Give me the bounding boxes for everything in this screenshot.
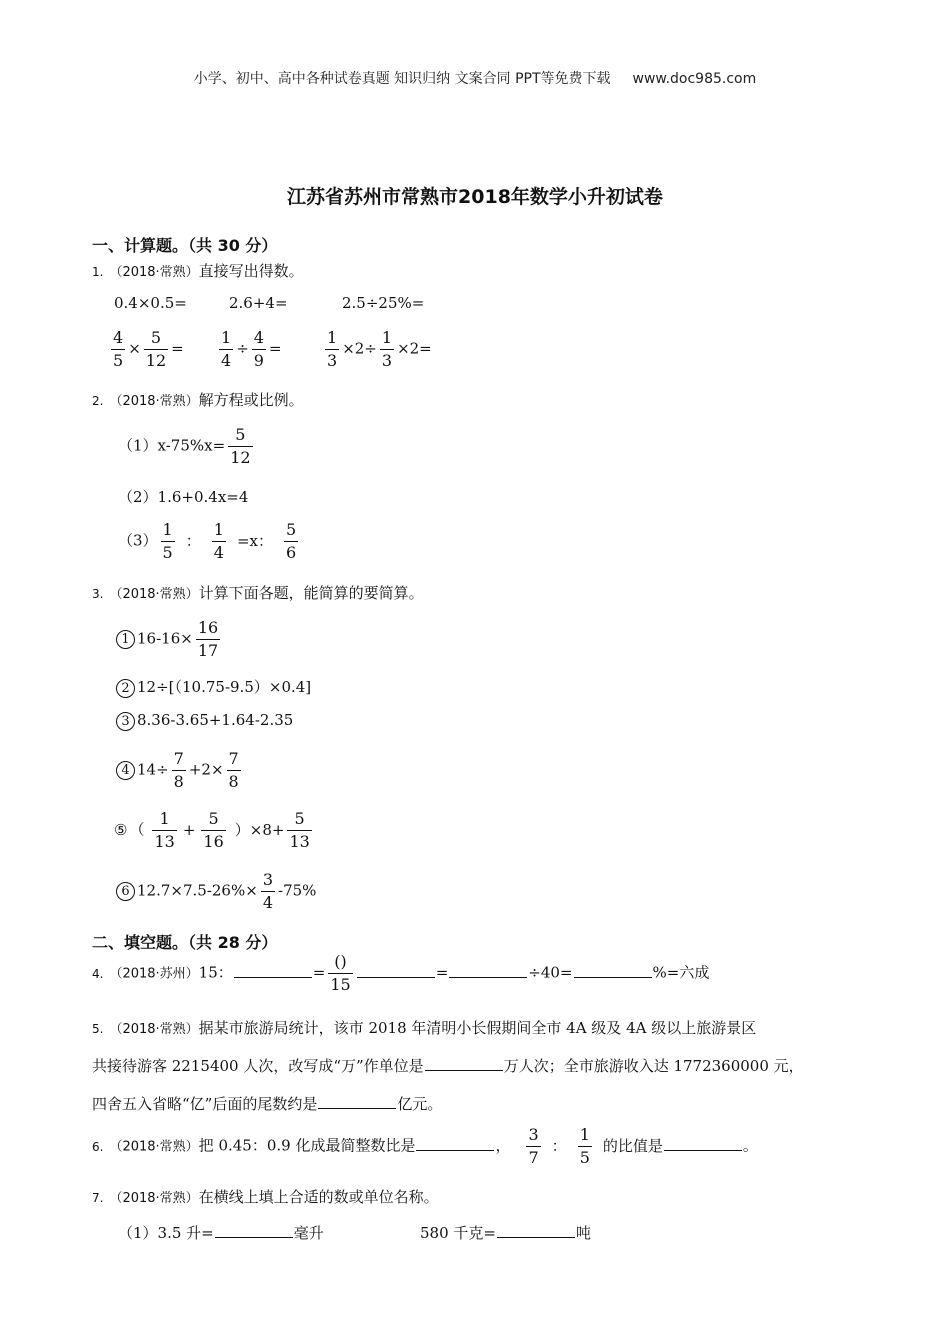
question-source: （2018·常熟） <box>109 265 199 280</box>
q2-part-1: （1）x-75%x= $\frac{5}{12}$ <box>118 425 251 467</box>
q5-line-2: 共接待游客 2215400 人次，改写成“万”作单位是 万人次；全市旅游收入达 1772360000 元， <box>92 1057 804 1075</box>
question-source: （2018·常熟） <box>109 394 199 409</box>
fraction: $\frac{1}{5}$ <box>162 520 173 562</box>
q5-line-3: 四舍五入省略“亿”后面的尾数约是 亿元。 <box>92 1095 443 1113</box>
question-source: （2018·常熟） <box>109 1022 199 1037</box>
answer-blank[interactable] <box>318 1094 396 1109</box>
fraction: $\frac{1}{13}$ <box>154 809 175 851</box>
answer-blank[interactable] <box>574 963 652 978</box>
fraction: $\frac{16}{17}$ <box>197 618 219 660</box>
q2-part-2: （2）1.6+0.4x=4 <box>118 488 249 506</box>
section-heading-1: 一、计算题。（共 30 分） <box>92 236 278 255</box>
question-source: （2018·苏州） <box>109 966 199 982</box>
question-text: 解方程或比例。 <box>198 391 304 409</box>
question-4: 4. （2018·苏州）15： = () 15 = ÷40= %=六成 <box>92 952 710 994</box>
question-number: 1. <box>92 265 104 279</box>
fraction: $\frac{7}{8}$ <box>228 749 239 791</box>
q3-item-2: 2 12÷[（10.75-9.5）×0.4] <box>116 676 311 698</box>
answer-blank[interactable] <box>234 963 312 978</box>
question-7 <box>92 1186 439 1207</box>
fraction: $\frac{5}{12}$ <box>145 328 167 370</box>
q1-item-2: 2.6+4= <box>229 294 288 312</box>
q3-item-4: 4 14÷ $\frac{7}{8}$ +2× $\frac{7}{8}$ <box>116 749 244 792</box>
section-heading-2: 二、填空题。（共 28 分） <box>92 933 278 952</box>
answer-blank[interactable] <box>215 1223 293 1238</box>
fraction: $\frac{1}{3}$ <box>327 328 338 370</box>
question-source: （2018·常熟） <box>109 1139 199 1155</box>
fraction: $\frac{5}{16}$ <box>203 809 224 851</box>
question-number: 7. <box>92 1191 104 1205</box>
q1-item-3: 2.5÷25%= <box>342 294 425 312</box>
question-text: 计算下面各题，能简算的要简算。 <box>198 584 424 602</box>
question-2 <box>92 389 304 410</box>
answer-blank[interactable] <box>425 1056 503 1071</box>
question-1 <box>92 260 304 281</box>
question-source: （2018·常熟） <box>109 587 199 602</box>
page-title: 江苏省苏州市常熟市2018年数学小升初试卷 <box>287 186 663 208</box>
page-header <box>0 68 950 88</box>
fraction: $\frac{5}{12}$ <box>230 425 251 467</box>
answer-blank[interactable] <box>357 963 435 978</box>
q2-part-3: （3） $\frac{1}{5}$ ： $\frac{1}{4}$ =x： $\frac{5}{6}$ <box>118 520 297 562</box>
q3-item-3: 3 8.36-3.65+1.64-2.35 <box>116 711 293 731</box>
q1-item-5: $\frac{1}{4}$ ÷ $\frac{4}{9}$ = <box>221 328 282 370</box>
question-number: 5. <box>92 1022 104 1036</box>
question-3 <box>92 582 424 603</box>
fraction: $\frac{4}{5}$ <box>113 328 124 370</box>
answer-blank[interactable] <box>416 1136 494 1151</box>
fraction: $\frac{3}{7}$ <box>528 1125 539 1167</box>
answer-blank[interactable] <box>497 1223 575 1238</box>
answer-blank[interactable] <box>664 1136 742 1151</box>
fraction: $\frac{7}{8}$ <box>173 749 184 791</box>
question-6: 6. （2018·常熟）把 0.45：0.9 化成最简整数比是 ， $\frac{3}{7}$ ： $\frac{1}{5}$ 的比值是 。 <box>92 1125 758 1167</box>
answer-blank[interactable] <box>449 963 527 978</box>
question-text: 直接写出得数。 <box>198 262 304 280</box>
header-site: www.doc985.com <box>632 71 757 87</box>
fraction: $\frac{3}{4}$ <box>262 870 273 912</box>
q7-part-1a: （1）3.5 升= 毫升 <box>118 1224 324 1242</box>
question-number: 3. <box>92 587 104 601</box>
question-text: 在横线上填上合适的数或单位名称。 <box>198 1188 439 1206</box>
question-number: 2. <box>92 394 104 408</box>
question-number: 6. <box>92 1139 104 1154</box>
q3-item-5: ⑤ （ $\frac{1}{13}$ + $\frac{5}{16}$ ）×8+ $\frac{5}{13}$ <box>114 809 310 851</box>
fraction: () 15 <box>330 952 351 994</box>
q1-item-1: 0.4×0.5= <box>114 294 187 312</box>
fraction: $\frac{1}{5}$ <box>579 1125 590 1167</box>
question-number: 4. <box>92 966 104 981</box>
q1-item-6: $\frac{1}{3}$ ×2÷ $\frac{1}{3}$ ×2= <box>327 328 432 370</box>
q3-item-1: 1 16-16× $\frac{16}{17}$ <box>116 618 223 661</box>
question-5: 5. （2018·常熟）据某市旅游局统计，该市 2018 年清明小长假期间全市 4A 级及 4A 级以上旅游景区 <box>92 1019 757 1037</box>
q3-item-6: 6 12.7×7.5-26%× $\frac{3}{4}$ -75% <box>116 870 316 913</box>
fraction: $\frac{5}{6}$ <box>285 520 297 562</box>
q7-part-1b: 580 千克= 吨 <box>420 1224 591 1242</box>
fraction: $\frac{1}{4}$ <box>213 520 224 562</box>
fraction: $\frac{4}{9}$ <box>253 328 264 370</box>
fraction: $\frac{5}{13}$ <box>289 809 310 851</box>
fraction: $\frac{1}{3}$ <box>381 328 393 370</box>
fraction: $\frac{1}{4}$ <box>221 328 232 370</box>
header-text: 小学、初中、高中各种试卷真题 知识归纳 文案合同 PPT等免费下载 <box>193 71 611 87</box>
q1-item-4: $\frac{4}{5}$ × $\frac{5}{12}$ = <box>113 328 184 370</box>
question-source: （2018·常熟） <box>109 1191 199 1206</box>
